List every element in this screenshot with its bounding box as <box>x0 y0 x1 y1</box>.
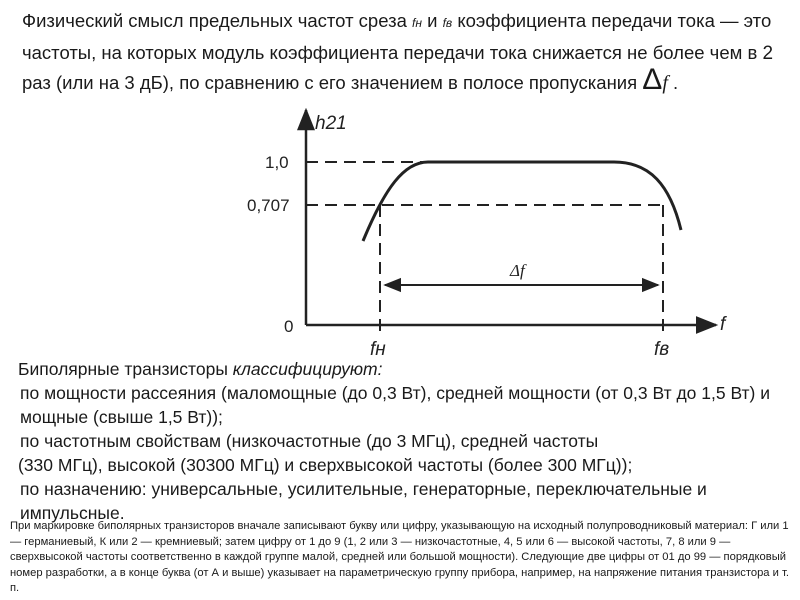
intro-text-1: Физический смысл предельных частот среза <box>22 10 413 31</box>
fv-label: fв <box>654 339 670 360</box>
class-by-freq-2: (330 МГц), высокой (30300 МГц) и сверхвысокой частоты (более 300 МГц)); <box>18 455 633 475</box>
y-tick-0707: 0,707 <box>247 196 290 215</box>
symbol-fn: fн <box>412 16 422 30</box>
origin-label: 0 <box>284 317 294 336</box>
symbol-fv: fв <box>442 16 453 30</box>
fn-label: fн <box>370 339 386 360</box>
classification-section <box>18 357 798 525</box>
sqrt-two: 2 <box>762 43 774 64</box>
classification-heading <box>18 357 798 381</box>
y-axis-label: h21 <box>315 113 347 134</box>
heading-plain: Биполярные транзисторы <box>18 359 233 379</box>
marking-footnote: При маркировке биполярных транзисторов вначале записывают букву или цифру, указывающую на исходный полупроводниковый материал: Г или 1 — германиевый, К или 2 — кремниевый; затем цифру от 1 до 9 (1, 2 или 3 — низкочастотные, 4, 5 или 6 — высокой частоты, 7, 8 или 9 — сверхвысокой частоты соответственно в каждой группе малой, средней или большой мощности). Следующие две цифры от 01 до 99 — порядковый номер разработки, а в конце буква (от А и выше) указывает на параметрическую группу прибора, например, на напряжение питания транзистора и т. п. <box>10 520 789 594</box>
x-axis-label: f <box>720 314 726 335</box>
f-symbol: f <box>662 72 668 94</box>
response-curve <box>363 162 681 241</box>
intro-text-2: коэффициента передачи тока — это частоты, на которых модуль коэффициента передачи тока снижается не более чем в <box>22 10 772 63</box>
class-by-power: по мощности рассеяния (маломощные (до 0,3 Вт), средней мощности (от 0,3 Вт до 1,5 Вт) и мощные (свыше 1,5 Вт)); <box>20 383 771 427</box>
y-tick-1: 1,0 <box>265 153 289 172</box>
class-by-purpose: по назначению: универсальные, усилительные, генераторные, переключательные и импульсные. <box>20 479 707 523</box>
bandwidth-label: Δf <box>510 261 525 280</box>
heading-italic: классифицируют: <box>232 359 383 379</box>
class-by-freq-1: по частотным свойствам (низкочастотные (до 3 МГц), средней частоты <box>20 431 599 451</box>
intro-and: и <box>421 10 443 31</box>
delta-symbol: Δ <box>642 63 663 96</box>
intro-text-3: раз (или на 3 дБ), по сравнению с его значением в полосе пропускания <box>22 72 643 93</box>
intro-end: . <box>667 72 679 93</box>
